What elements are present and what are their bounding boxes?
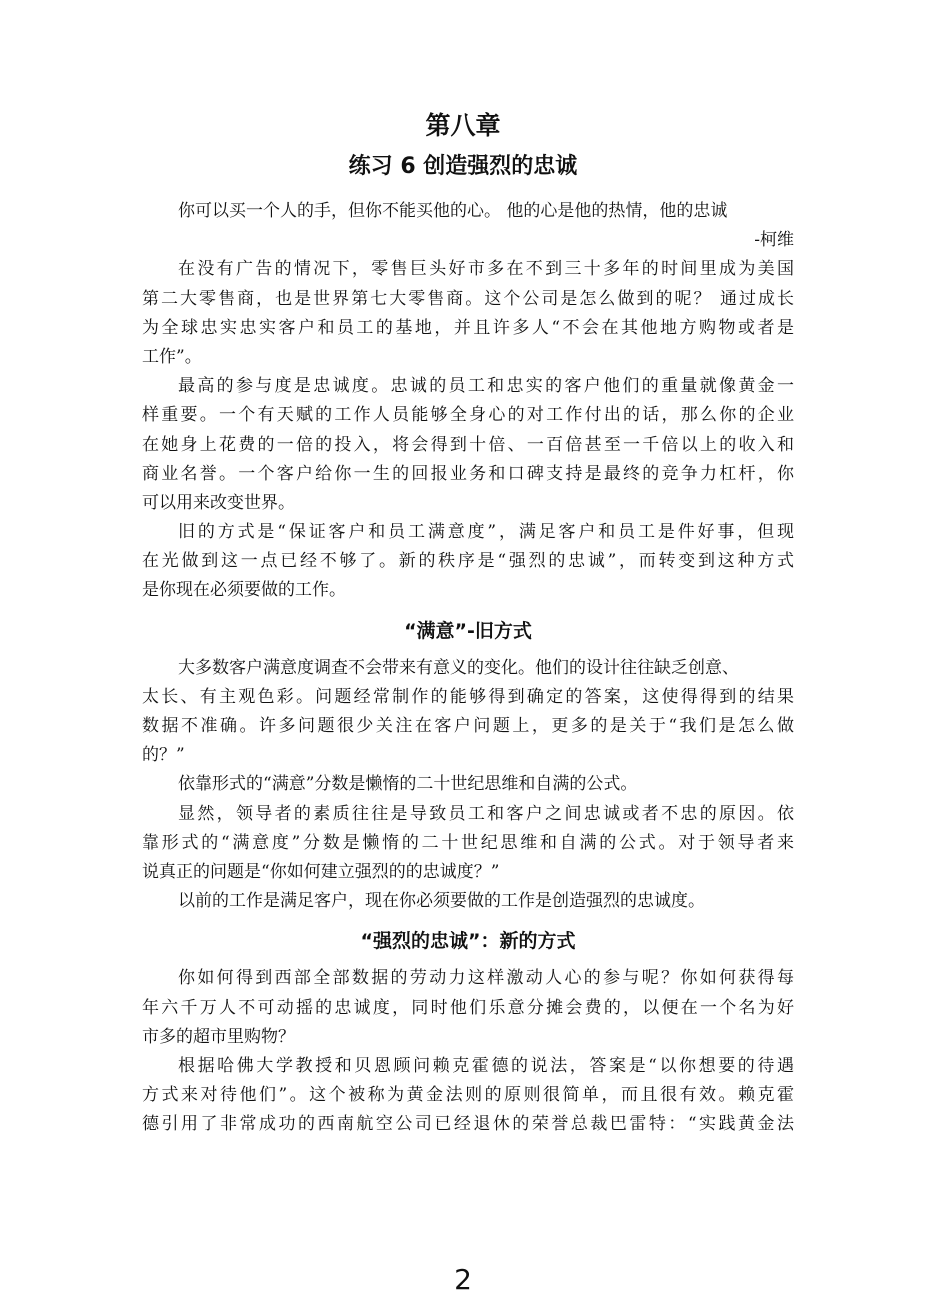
paragraph bbox=[142, 372, 794, 518]
paragraph-line: 旧的方式是“保证客户和员工满意度”，满足客户和员工是件好事，但现 bbox=[178, 522, 794, 543]
paragraph-line: 说真正的问题是“你如何建立强烈的的忠诚度？” bbox=[142, 861, 500, 882]
paragraph-line: 可以用来改变世界。 bbox=[142, 492, 295, 513]
paragraph-line: 方式来对待他们”。这个被称为黄金法则的原则很简单，而且很有效。赖克霍 bbox=[142, 1085, 794, 1106]
paragraph-line: 样重要。一个有天赋的工作人员能够全身心的对工作付出的话，那么你的企业 bbox=[142, 405, 794, 426]
paragraph-line: 在没有广告的情况下，零售巨头好市多在不到三十多年的时间里成为美国 bbox=[178, 259, 794, 280]
paragraph-line: 在她身上花费的一倍的投入，将会得到十倍、一百倍甚至一千倍以上的收入和 bbox=[142, 434, 794, 455]
subheading-new-way: “强烈的忠诚”：新的方式 bbox=[360, 930, 576, 953]
paragraph bbox=[142, 518, 794, 606]
paragraph-line: 依靠形式的“满意”分数是懒惰的二十世纪思维和自满的公式。 bbox=[178, 774, 638, 795]
section-title: 练习 6 创造强烈的忠诚 bbox=[348, 154, 578, 179]
paragraph-line: 在光做到这一点已经不够了。新的秩序是“强烈的忠诚”，而转变到这种方式 bbox=[142, 551, 794, 572]
paragraph-line: 太长、有主观色彩。问题经常制作的能够得到确定的答案，这使得得到的结果 bbox=[142, 686, 794, 707]
quote-text: 你可以买一个人的手，但你不能买他的心。 他的心是他的热情，他的忠诚 bbox=[178, 201, 728, 221]
paragraph-line: 德引用了非常成功的西南航空公司已经退休的荣誉总裁巴雷特：“实践黄金法 bbox=[142, 1114, 794, 1135]
paragraph bbox=[142, 770, 794, 799]
paragraph-line: 的？” bbox=[142, 745, 185, 766]
paragraph bbox=[142, 800, 794, 888]
subheading-old-way: “满意”-旧方式 bbox=[404, 619, 532, 642]
paragraph-line: 根据哈佛大学教授和贝恩顾问赖克霍德的说法，答案是“以你想要的待遇 bbox=[178, 1055, 794, 1076]
paragraph-line: 数据不准确。许多问题很少关注在客户问题上，更多的是关于“我们是怎么做 bbox=[142, 716, 794, 736]
paragraph-line: 是你现在必须要做的工作。 bbox=[142, 580, 346, 601]
paragraph-line: 市多的超市里购物？ bbox=[142, 1026, 295, 1047]
paragraph bbox=[142, 887, 794, 916]
chapter-title: 第八章 bbox=[425, 111, 501, 140]
paragraph bbox=[142, 1052, 794, 1140]
document-body bbox=[142, 197, 794, 1139]
paragraph-line: 你如何得到西部全部数据的劳动力这样激动人心的参与呢？你如何获得每 bbox=[178, 968, 794, 989]
page-number: 2 bbox=[454, 1263, 472, 1296]
paragraph-line: 最高的参与度是忠诚度。忠诚的员工和忠实的客户他们的重量就像黄金一 bbox=[178, 376, 794, 397]
paragraph-line: 为全球忠实忠实客户和员工的基地，并且许多人“不会在其他地方购物或者是 bbox=[142, 317, 794, 338]
paragraph-line: 以前的工作是满足客户，现在你必须要做的工作是创造强烈的忠诚度。 bbox=[178, 891, 705, 912]
paragraph-line: 工作”。 bbox=[142, 346, 202, 367]
paragraph-line: 显然，领导者的素质往往是导致员工和客户之间忠诚或者不忠的原因。依 bbox=[178, 803, 794, 824]
paragraph bbox=[142, 255, 794, 372]
paragraph bbox=[142, 654, 794, 771]
paragraph-line: 年六千万人不可动摇的忠诚度，同时他们乐意分摊会费的，以便在一个名为好 bbox=[142, 997, 794, 1018]
paragraph-line: 商业名誉。一个客户给你一生的回报业务和口碑支持是最终的竞争力杠杆，你 bbox=[142, 463, 794, 484]
paragraph-line: 第二大零售商，也是世界第七大零售商。这个公司是怎么做到的呢？ 通过成长 bbox=[142, 288, 794, 309]
paragraph bbox=[142, 964, 794, 1052]
quote-author: -柯维 bbox=[754, 230, 794, 251]
paragraph-line: 靠形式的“满意度”分数是懒惰的二十世纪思维和自满的公式。对于领导者来 bbox=[142, 832, 794, 853]
paragraph-line: 大多数客户满意度调查不会带来有意义的变化。他们的设计往往缺乏创意、 bbox=[178, 657, 739, 678]
